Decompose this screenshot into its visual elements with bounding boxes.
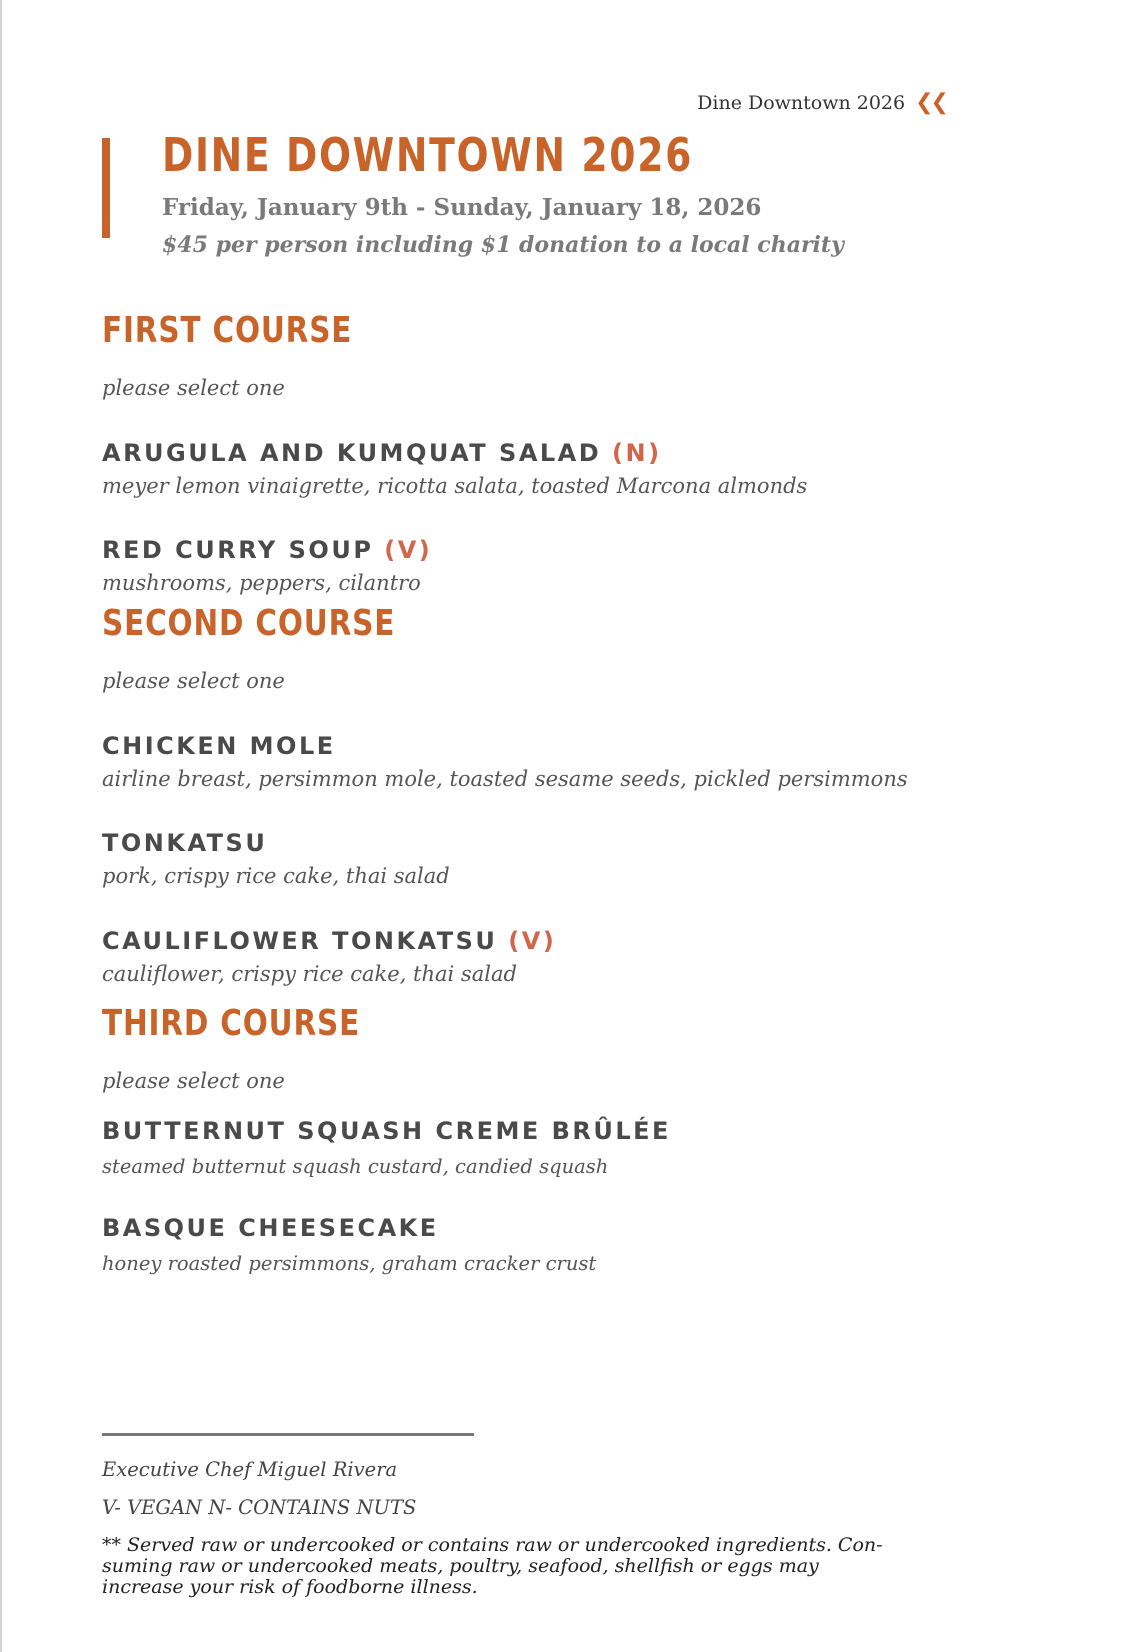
dish-title: BASQUE CHEESECAKE [102,1214,439,1242]
course-title-second: SECOND COURSE [102,603,396,644]
dish-title: RED CURRY SOUP [102,536,374,564]
dish-title: CHICKEN MOLE [102,732,336,760]
course-title-first: FIRST COURSE [102,310,353,351]
footer-divider [102,1433,474,1436]
dish-description: meyer lemon vinaigrette, ricotta salata, toasted Marcona almonds [102,474,808,498]
dish-title: TONKATSU [102,829,268,857]
double-chevron-left-icon: ❮❮ [915,90,946,115]
event-dates: Friday, January 9th - Sunday, January 18, 2026 [162,194,762,221]
title-block [102,128,844,258]
executive-chef: Executive Chef Miguel Rivera [102,1458,398,1481]
dish-name [102,1214,439,1242]
dish-title: CAULIFLOWER TONKATSU [102,927,498,955]
diet-legend: V- VEGAN N- CONTAINS NUTS [102,1496,417,1519]
food-safety-disclaimer: ** Served raw or undercooked or contains raw or undercooked ingredients. Con-suming raw or undercooked meats, poultry, seafood, shellfish or eggs may increase your risk of foodborne illness. [102,1534,883,1598]
dish-tag-nuts: (N) [612,439,662,467]
dish-title: ARUGULA AND KUMQUAT SALAD [102,439,602,467]
dish-description: honey roasted persimmons, graham cracker crust [102,1252,597,1275]
dish-name [102,1117,671,1145]
course-note-third: please select one [102,1069,285,1093]
dish-description: mushrooms, peppers, cilantro [102,571,421,595]
dish-description: cauliflower, crispy rice cake, thai salad [102,962,517,986]
dish-name [102,927,556,955]
page-title: DINE DOWNTOWN 2026 [162,128,693,182]
course-note-first: please select one [102,376,285,400]
dish-title: BUTTERNUT SQUASH CREME BRÛLÉE [102,1117,671,1145]
course-title-third: THIRD COURSE [102,1003,361,1044]
dish-name [102,536,432,564]
dish-name [102,732,336,760]
dish-description: pork, crispy rice cake, thai salad [102,864,450,888]
dish-tag-vegan: (V) [508,927,557,955]
dish-description: airline breast, persimmon mole, toasted sesame seeds, pickled persimmons [102,767,908,791]
course-note-second: please select one [102,669,285,693]
running-header-title: Dine Downtown 2026 [697,92,906,114]
event-price: $45 per person including $1 donation to a local charity [162,232,844,258]
running-header [697,92,946,114]
dish-name [102,439,662,467]
dish-tag-vegan: (V) [384,536,433,564]
dish-name [102,829,267,857]
dish-description: steamed butternut squash custard, candied squash [102,1155,609,1178]
